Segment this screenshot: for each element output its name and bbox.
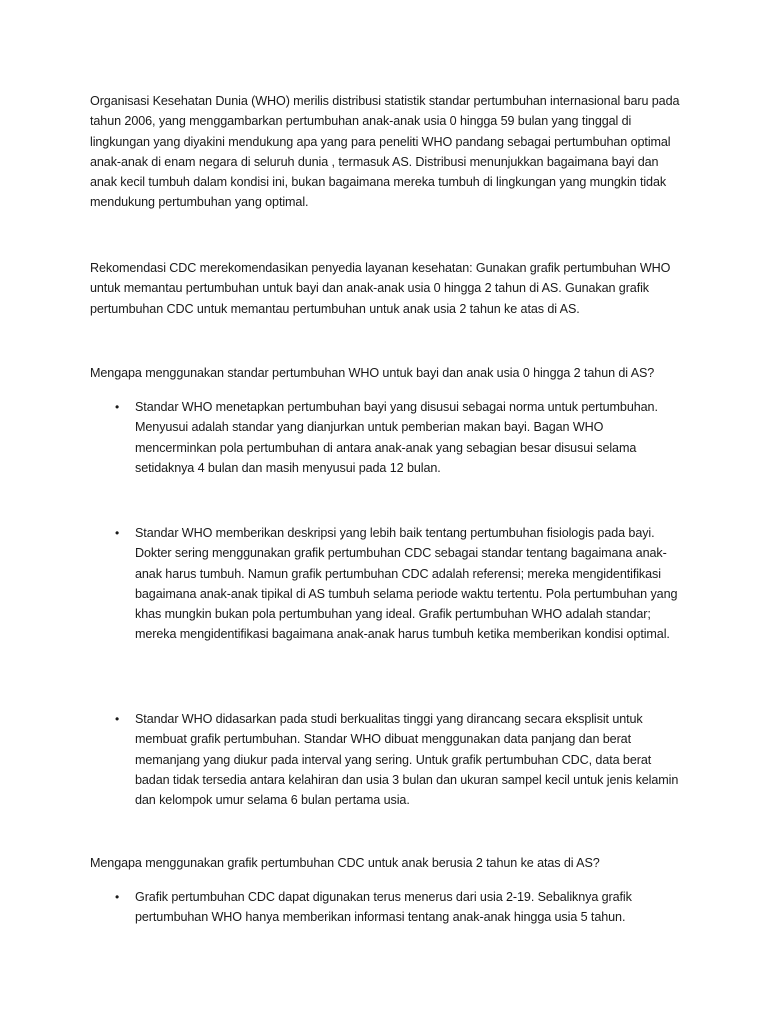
who-reasons-list [90, 397, 680, 478]
bullet-icon: • [115, 526, 120, 540]
list-item [90, 397, 680, 478]
list-item [90, 887, 680, 928]
intro-paragraph: Organisasi Kesehatan Dunia (WHO) merilis distribusi statistik standar pertumbuhan internasional baru pada tahun 2006, yang menggambarkan pertumbuhan anak-anak usia 0 hingga 59 bulan yang tinggal di lingkungan yang diyakini mendukung apa yang para peneliti WHO pandang sebagai pertumbuhan optimal anak-anak di enam negara di seluruh dunia , termasuk AS. Distribusi menunjukkan bagaimana bayi dan anak kecil tumbuh dalam kondisi ini, bukan bagaimana mereka tumbuh di lingkungan yang mungkin tidak mendukung pertumbuhan yang optimal. [90, 94, 680, 210]
bullet-icon: • [115, 400, 120, 414]
bullet-icon: • [115, 712, 120, 726]
list-item [90, 709, 680, 810]
cdc-reasons-list [90, 887, 680, 928]
list-item-text: Standar WHO didasarkan pada studi berkualitas tinggi yang dirancang secara eksplisit untuk membuat grafik pertumbuhan. Standar WHO dibuat menggunakan data panjang dan berat memanjang yang diukur pada interval yang sering. Untuk grafik pertumbuhan CDC, data berat badan tidak tersedia antara kelahiran dan usia 3 bulan dan ukuran sampel kecil untuk jenis kelamin dan kelompok umur selama 6 bulan pertama usia. [135, 712, 679, 808]
recommendation-paragraph: Rekomendasi CDC merekomendasikan penyedia layanan kesehatan: Gunakan grafik pertumbuhan WHO untuk memantau pertumbuhan untuk bayi dan anak-anak usia 0 hingga 2 tahun di AS. Gunakan grafik pertumbuhan CDC untuk memantau pertumbuhan untuk anak usia 2 tahun ke atas di AS. [90, 261, 671, 316]
list-item-text: Grafik pertumbuhan CDC dapat digunakan terus menerus dari usia 2-19. Sebaliknya grafik pertumbuhan WHO hanya memberikan informasi tentang anak-anak hingga usia 5 tahun. [135, 890, 632, 925]
list-item-text: Standar WHO menetapkan pertumbuhan bayi yang disusui sebagai norma untuk pertumbuhan. Menyusui adalah standar yang dianjurkan untuk pemberian makan bayi. Bagan WHO mencerminkan pola pertumbuhan di antara anak-anak yang sebagian besar disusui selama setidaknya 4 bulan dan masih menyusui pada 12 bulan. [135, 400, 658, 475]
who-reasons-list-2 [90, 523, 680, 645]
question-who-heading: Mengapa menggunakan standar pertumbuhan WHO untuk bayi dan anak usia 0 hingga 2 tahun di AS? [90, 366, 655, 380]
list-item-text: Standar WHO memberikan deskripsi yang lebih baik tentang pertumbuhan fisiologis pada bayi. Dokter sering menggunakan grafik pertumbuhan CDC sebagai standar tentang bagaimana anak-anak harus tumbuh. Namun grafik pertumbuhan CDC adalah referensi; mereka mengidentifikasi bagaimana anak-anak tipikal di AS tumbuh selama periode waktu tertentu. Pola pertumbuhan yang khas mungkin bukan pola pertumbuhan yang ideal. Grafik pertumbuhan WHO adalah standar; mereka mengidentifikasi bagaimana anak-anak harus tumbuh ketika memberikan kondisi optimal. [135, 526, 678, 642]
who-reasons-list-3 [90, 709, 680, 810]
list-item [90, 523, 680, 645]
bullet-icon: • [115, 890, 120, 904]
question-cdc-heading: Mengapa menggunakan grafik pertumbuhan CDC untuk anak berusia 2 tahun ke atas di AS? [90, 856, 600, 870]
